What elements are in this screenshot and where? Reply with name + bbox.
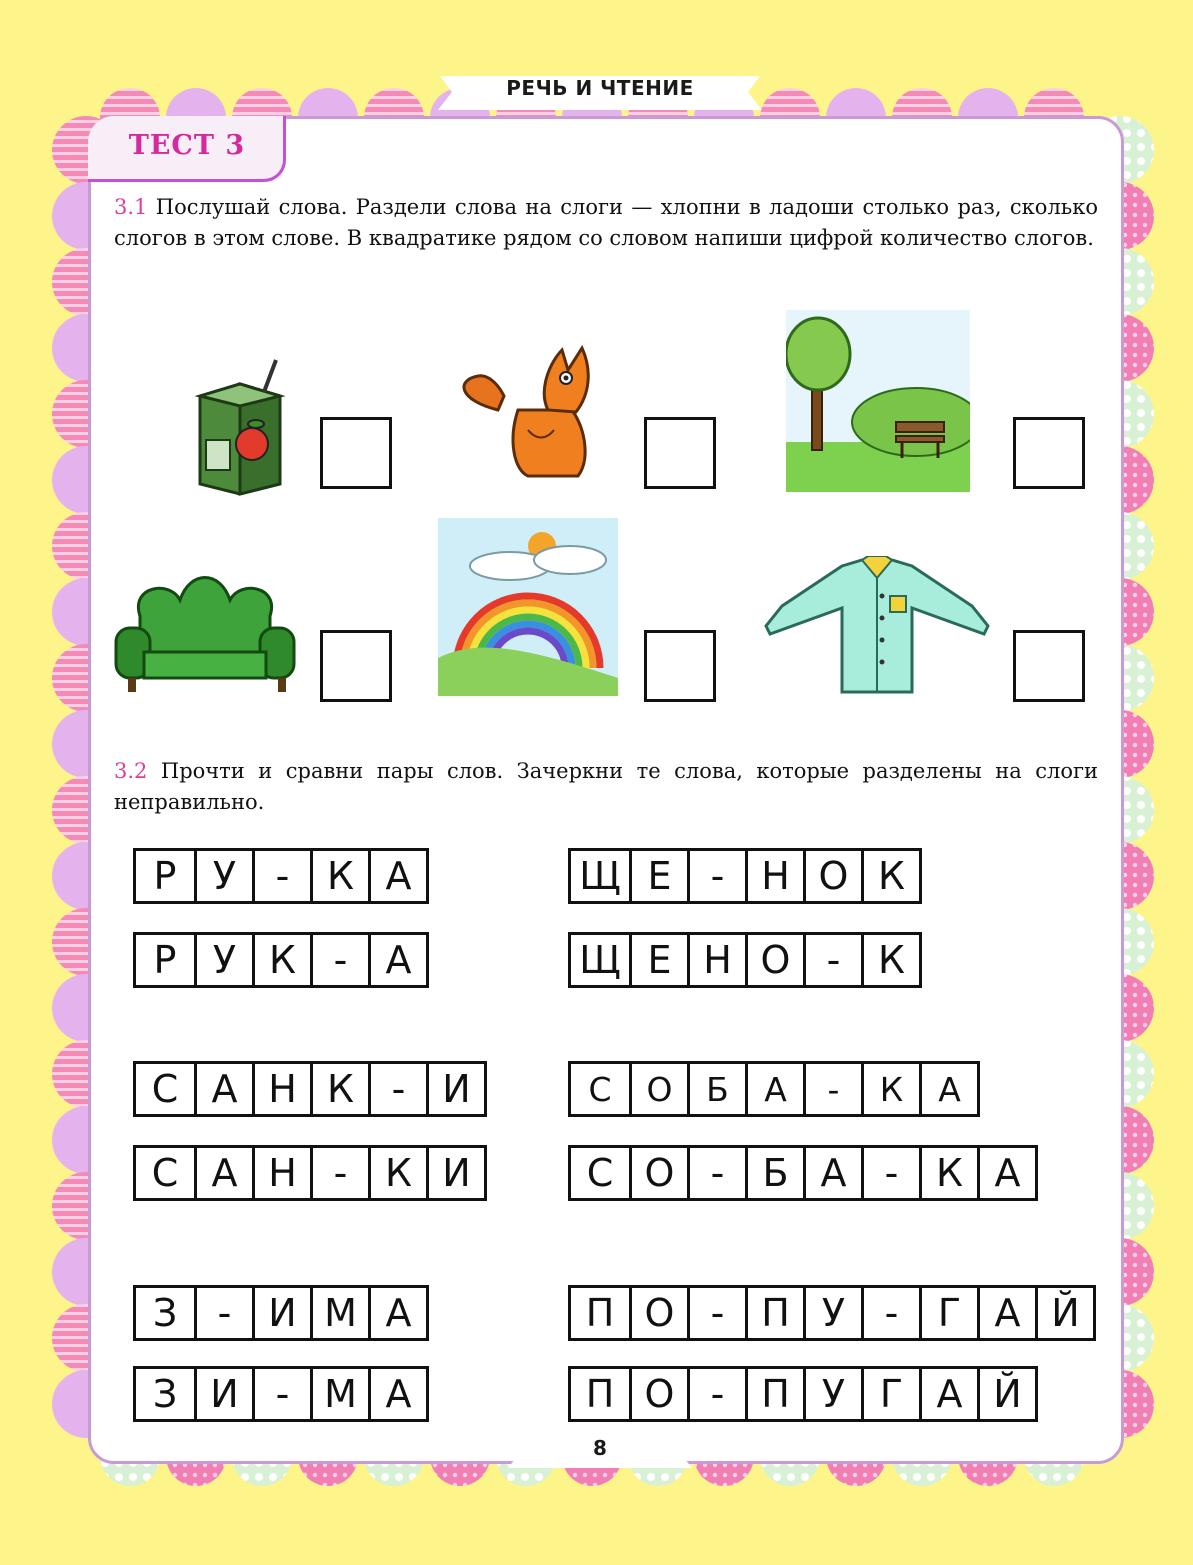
letter-cell: М <box>310 1369 368 1419</box>
letter-cell: А <box>919 1064 977 1114</box>
test-title: ТЕСТ 3 <box>128 130 246 161</box>
letter-cell: У <box>803 1288 861 1338</box>
letter-cell: - <box>803 1064 861 1114</box>
fox-icon <box>458 340 608 480</box>
word-row-sobaka-top[interactable] <box>568 1061 980 1117</box>
letter-cell: - <box>194 1288 252 1338</box>
letter-cell: Й <box>1035 1288 1093 1338</box>
letter-cell: П <box>585 1372 615 1416</box>
letter-cell: А <box>194 1064 252 1114</box>
letter-cell: Г <box>919 1288 977 1338</box>
letter-cell: - <box>310 1148 368 1198</box>
letter-cell: Е <box>629 935 687 985</box>
word-row-zima-top[interactable] <box>133 1285 429 1341</box>
letter-cell: Б <box>687 1064 745 1114</box>
task-3-1-number: 3.1 <box>114 195 148 219</box>
letter-cell: И <box>426 1064 484 1114</box>
letter-cell: П <box>585 1291 615 1335</box>
letter-cell: У <box>194 935 252 985</box>
answer-box-juice[interactable] <box>320 417 392 489</box>
answer-box-shirt[interactable] <box>1013 630 1085 702</box>
letter-cell: А <box>368 1369 426 1419</box>
task-3-2-text: Прочти и сравни пары слов. Зачеркни те слова, которые разделены на слоги неправильно. <box>114 759 1098 814</box>
letter-cell: С <box>588 1069 612 1109</box>
letter-cell: А <box>919 1369 977 1419</box>
letter-cell: У <box>803 1369 861 1419</box>
letter-cell: - <box>687 1148 745 1198</box>
word-row-shchenok-bottom[interactable] <box>568 932 922 988</box>
sofa-icon <box>110 566 300 694</box>
letter-cell: - <box>252 1369 310 1419</box>
letter-cell: А <box>368 935 426 985</box>
letter-cell: А <box>368 1288 426 1338</box>
letter-cell: Г <box>861 1369 919 1419</box>
letter-cell: О <box>629 1369 687 1419</box>
letter-cell: З <box>152 1291 178 1335</box>
letter-cell: С <box>586 1151 614 1195</box>
section-title: РЕЧЬ И ЧТЕНИЕ <box>506 76 694 100</box>
letter-cell: - <box>861 1148 919 1198</box>
letter-cell: К <box>861 1064 919 1114</box>
letter-cell: К <box>861 935 919 985</box>
page-number: 8 <box>593 1436 607 1460</box>
letter-cell: И <box>252 1288 310 1338</box>
answer-box-rainbow[interactable] <box>644 630 716 702</box>
letter-cell: У <box>194 851 252 901</box>
answer-box-fox[interactable] <box>644 417 716 489</box>
shirt-icon <box>762 556 992 696</box>
letter-cell: К <box>310 1064 368 1114</box>
word-row-ruka-bottom[interactable] <box>133 932 429 988</box>
letter-cell: - <box>252 851 310 901</box>
task-3-2-number: 3.2 <box>114 759 148 783</box>
letter-cell: Н <box>687 935 745 985</box>
letter-cell: К <box>368 1148 426 1198</box>
letter-cell: А <box>368 851 426 901</box>
letter-cell: - <box>310 935 368 985</box>
word-row-sanki-top[interactable] <box>133 1061 487 1117</box>
letter-cell: А <box>194 1148 252 1198</box>
letter-cell: Е <box>629 851 687 901</box>
answer-box-sofa[interactable] <box>320 630 392 702</box>
letter-cell: З <box>152 1372 178 1416</box>
letter-cell: - <box>803 935 861 985</box>
letter-cell: А <box>977 1288 1035 1338</box>
word-row-popugai-top[interactable] <box>568 1285 1096 1341</box>
letter-cell: С <box>151 1151 179 1195</box>
letter-cell: П <box>745 1369 803 1419</box>
word-row-popugai-bottom[interactable] <box>568 1366 1038 1422</box>
letter-cell: К <box>252 935 310 985</box>
letter-cell: О <box>803 851 861 901</box>
letter-cell: Щ <box>579 854 621 898</box>
letter-cell: О <box>629 1288 687 1338</box>
word-row-sobaka-bottom[interactable] <box>568 1145 1038 1201</box>
letter-cell: - <box>687 1369 745 1419</box>
letter-cell: М <box>310 1288 368 1338</box>
word-row-zima-bottom[interactable] <box>133 1366 429 1422</box>
rainbow-icon <box>438 518 618 696</box>
letter-cell: Р <box>153 854 177 898</box>
answer-box-park[interactable] <box>1013 417 1085 489</box>
letter-cell: О <box>629 1148 687 1198</box>
letter-cell: Н <box>252 1064 310 1114</box>
letter-cell: Й <box>977 1369 1035 1419</box>
letter-cell: К <box>310 851 368 901</box>
letter-cell: Р <box>153 938 177 982</box>
task-3-1-text: Послушай слова. Раздели слова на слоги — хлопни в ладоши столько раз, сколько слогов в этом слове. В квадратике рядом со словом напиши цифрой количество слогов. <box>114 195 1098 250</box>
word-row-sanki-bottom[interactable] <box>133 1145 487 1201</box>
letter-cell: О <box>629 1064 687 1114</box>
word-row-shchenok-top[interactable] <box>568 848 922 904</box>
word-row-ruka-top[interactable] <box>133 848 429 904</box>
letter-cell: - <box>687 851 745 901</box>
letter-cell: Щ <box>579 938 621 982</box>
letter-cell: А <box>977 1148 1035 1198</box>
letter-cell: К <box>861 851 919 901</box>
letter-cell: - <box>368 1064 426 1114</box>
letter-cell: С <box>151 1067 179 1111</box>
letter-cell: - <box>687 1288 745 1338</box>
letter-cell: О <box>745 935 803 985</box>
letter-cell: - <box>861 1288 919 1338</box>
letter-cell: А <box>745 1064 803 1114</box>
letter-cell: И <box>194 1369 252 1419</box>
letter-cell: К <box>919 1148 977 1198</box>
park-bench-icon <box>786 310 970 492</box>
letter-cell: И <box>426 1148 484 1198</box>
letter-cell: Б <box>745 1148 803 1198</box>
letter-cell: Н <box>252 1148 310 1198</box>
task-3-1-instructions <box>114 192 1098 254</box>
letter-cell: П <box>745 1288 803 1338</box>
letter-cell: А <box>803 1148 861 1198</box>
juice-box-icon <box>190 356 302 496</box>
task-3-2-instructions <box>114 756 1098 818</box>
letter-cell: Н <box>745 851 803 901</box>
